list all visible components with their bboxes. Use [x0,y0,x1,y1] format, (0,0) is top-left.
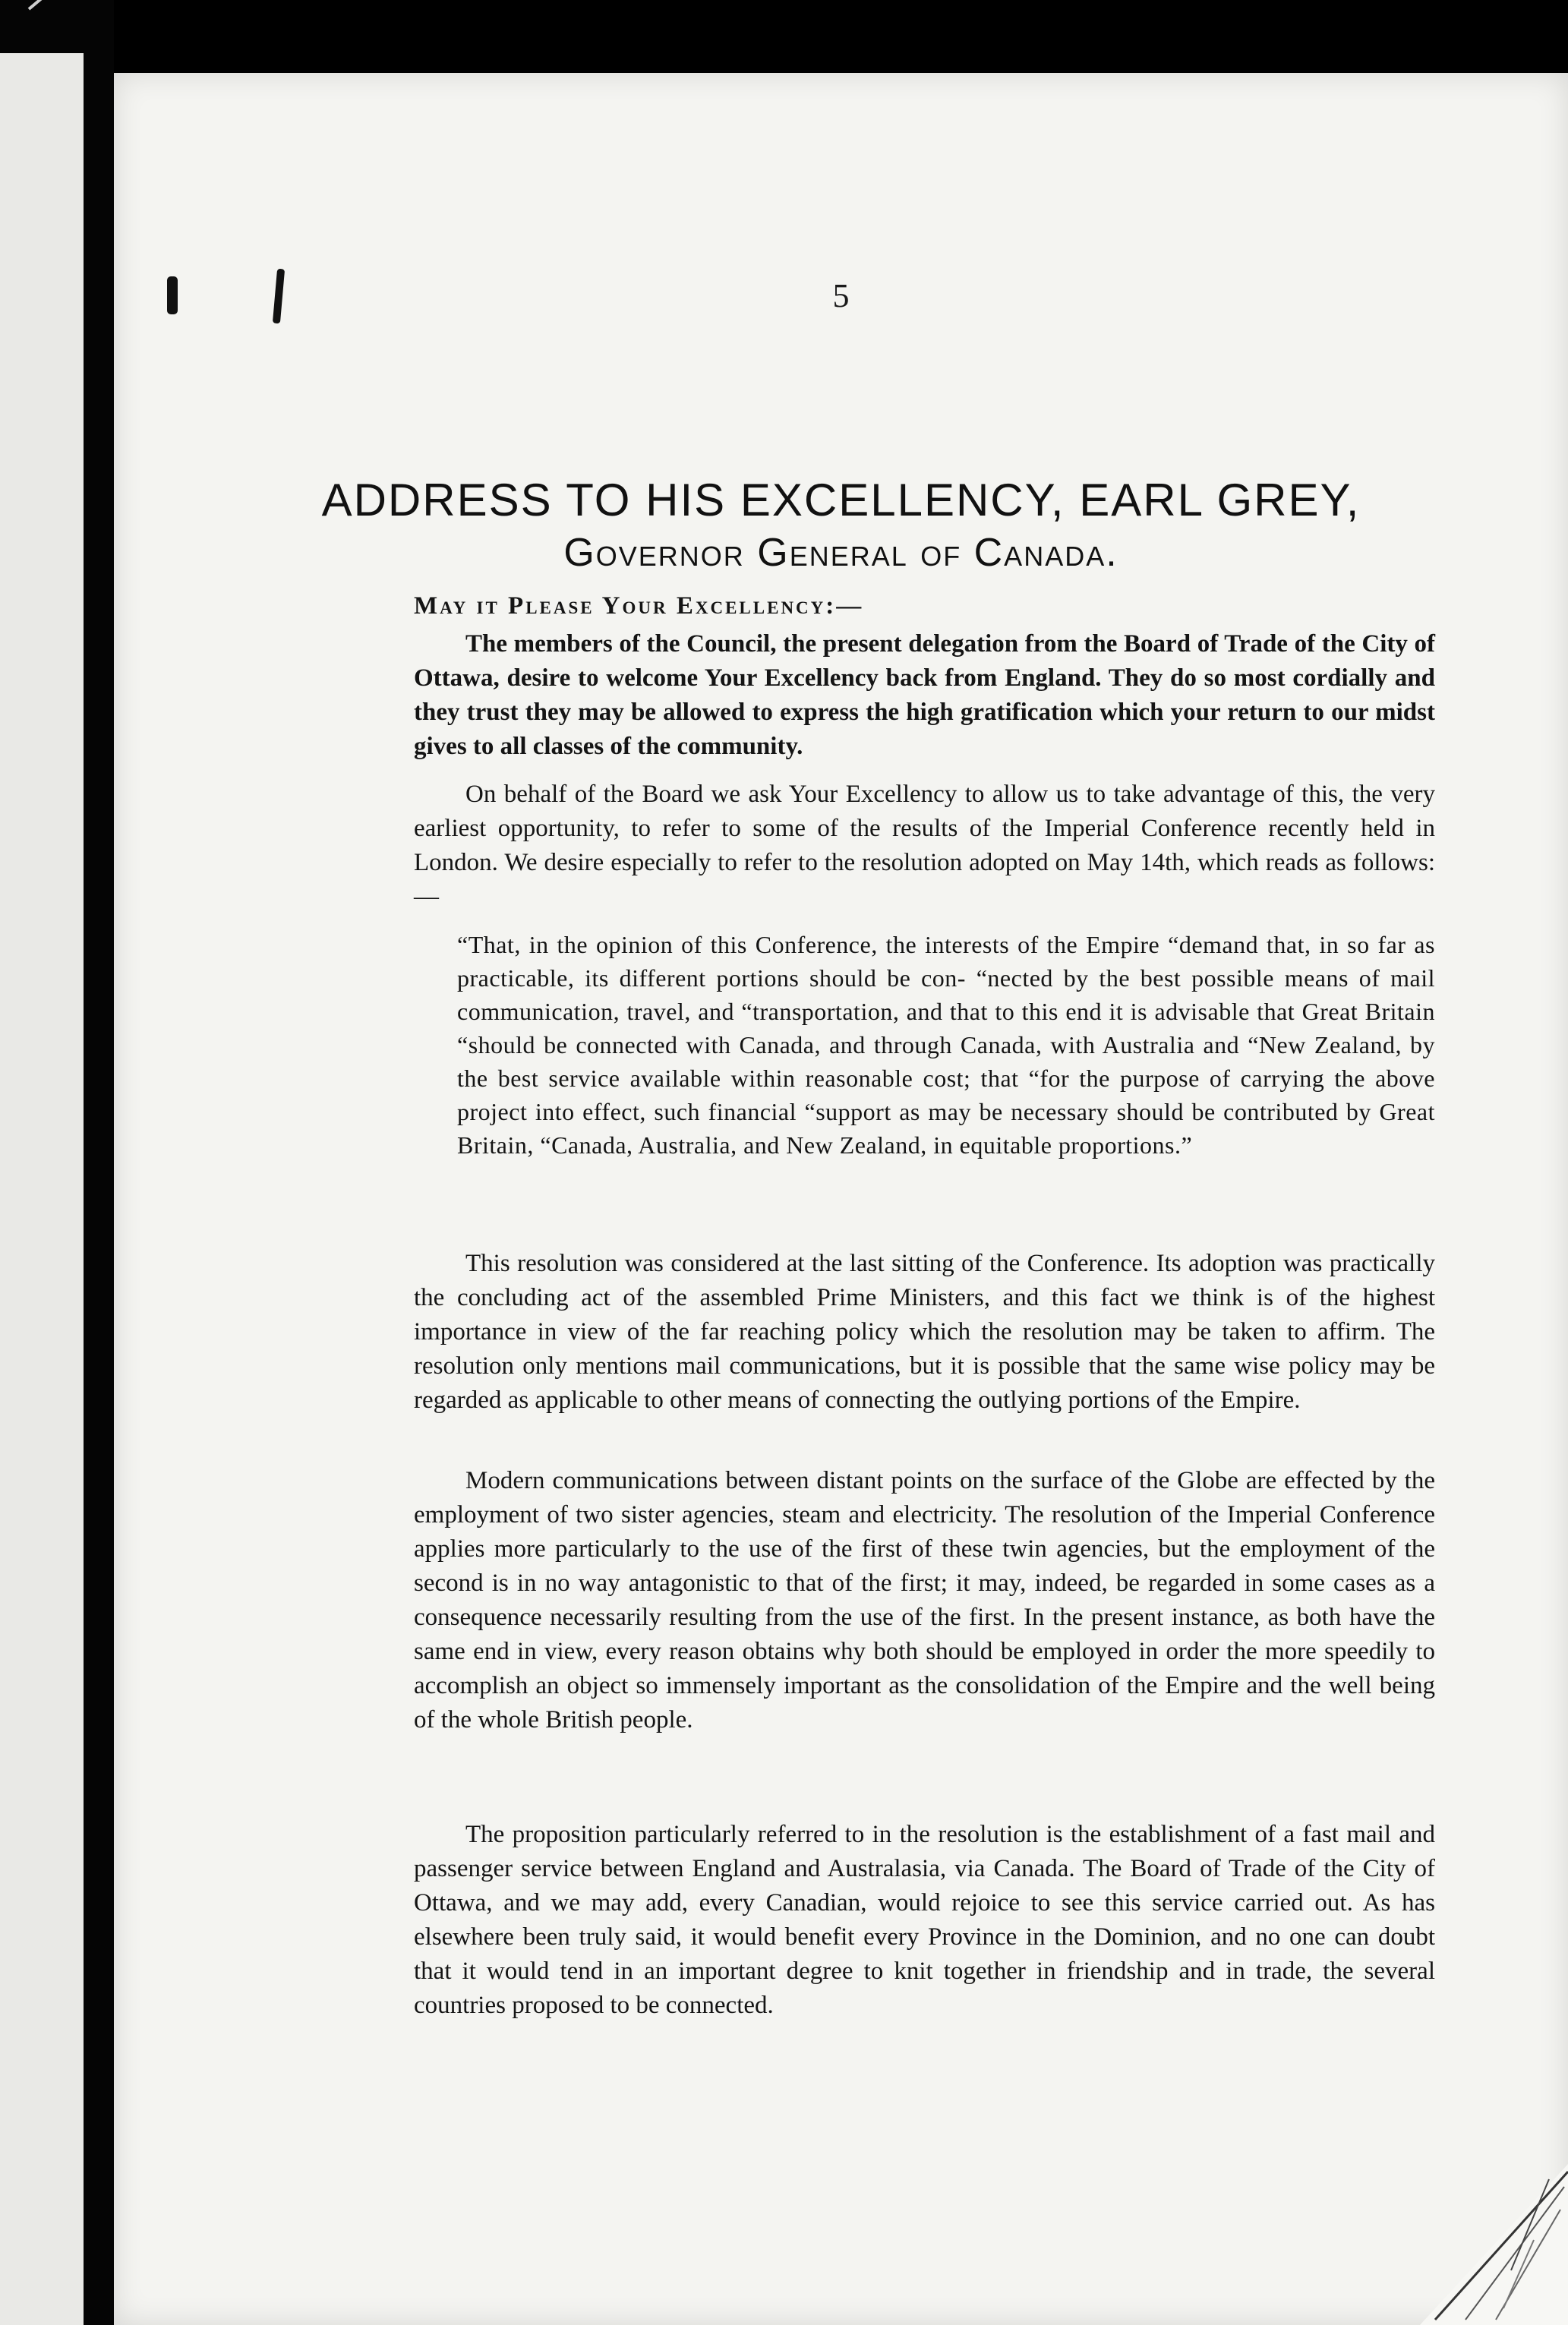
quoted-resolution: “That, in the opinion of this Conference, the interests of the Empire “demand that, in so far as practicable, its different portions should be con- “nected by the best possible means of mail communication, travel, and “transportation, and that to this end it is advisable that Great Britain “should be connected with Canada, and through Canada, with Australia and “New Zealand, by the best service available within reasonable cost; that “for the purpose of carrying the above project into effect, such financial “support as may be necessary should be contributed by Great Britain, “Canada, Australia, and New Zealand, in equitable proportions.” [457,931,1435,1159]
paragraph-resolution-discussion: This resolution was considered at the last sitting of the Conference. Its adoption was practically the concluding act of the assembled Prime Ministers, and this fact we think is of the highest importance in view of the far reaching policy which the resolution may be taken to affirm. The resolution only mentions mail communications, but it is possible that the same wise policy may be regarded as applicable to other means of connecting the outlying portions of the Empire. [414,1250,1435,1414]
paragraph-conference: On behalf of the Board we ask Your Excellency to allow us to take advantage of this, the very earliest opportunity, to refer to some of the results of the Imperial Conference recently held in London. We desire especially to refer to the resolution adopted on May 14th, which reads as follows:— [414,781,1435,910]
paragraph-communications: Modern communications between distant points on the surface of the Globe are effected by the employment of two sister agencies, steam and electricity. The resolution of the Imperial Conference applies more particularly to the use of the first of these twin agencies, but the employment of the second is in no way antagonistic to that of the first; it may, indeed, be regarded in some cases as a consequence necessarily resulting from the use of the first. In the present instance, as both have the same end in view, every reason obtains why both should be employed in order the more speedily to accomplish an object so immensely important as the consolidation of the Empire and the well being of the whole British people. [414,1467,1435,1733]
salutation: May it Please Your Excellency:— [414,592,864,620]
document-page [114,73,1568,2325]
document-subtitle: Governor General of Canada. [563,531,1118,575]
paragraph-proposition: The proposition particularly referred to in the resolution is the establishment of a fast mail and passenger service between England and Australasia, via Canada. The Board of Trade of the City of Ottawa, and we may add, every Canadian, would rejoice to see this service carried out. As has elsewhere been truly said, it would benefit every Province in the Dominion, and no one can doubt that it would tend in an important degree to knit together in friendship and in trade, the several countries proposed to be connected. [414,1821,1435,2019]
page-number: 5 [832,277,850,314]
paragraph-welcome: The members of the Council, the present delegation from the Board of Trade of the City of Ottawa, desire to welcome Your Excellency back from England. They do so most cordially and they trust they may be allowed to express the high gratification which your return to our midst gives to all classes of the community. [414,630,1435,760]
adjacent-page-edge [0,53,84,2325]
document-title: ADDRESS TO HIS EXCELLENCY, EARL GREY, [321,475,1361,525]
folded-corner-graphic [1420,2164,1568,2325]
